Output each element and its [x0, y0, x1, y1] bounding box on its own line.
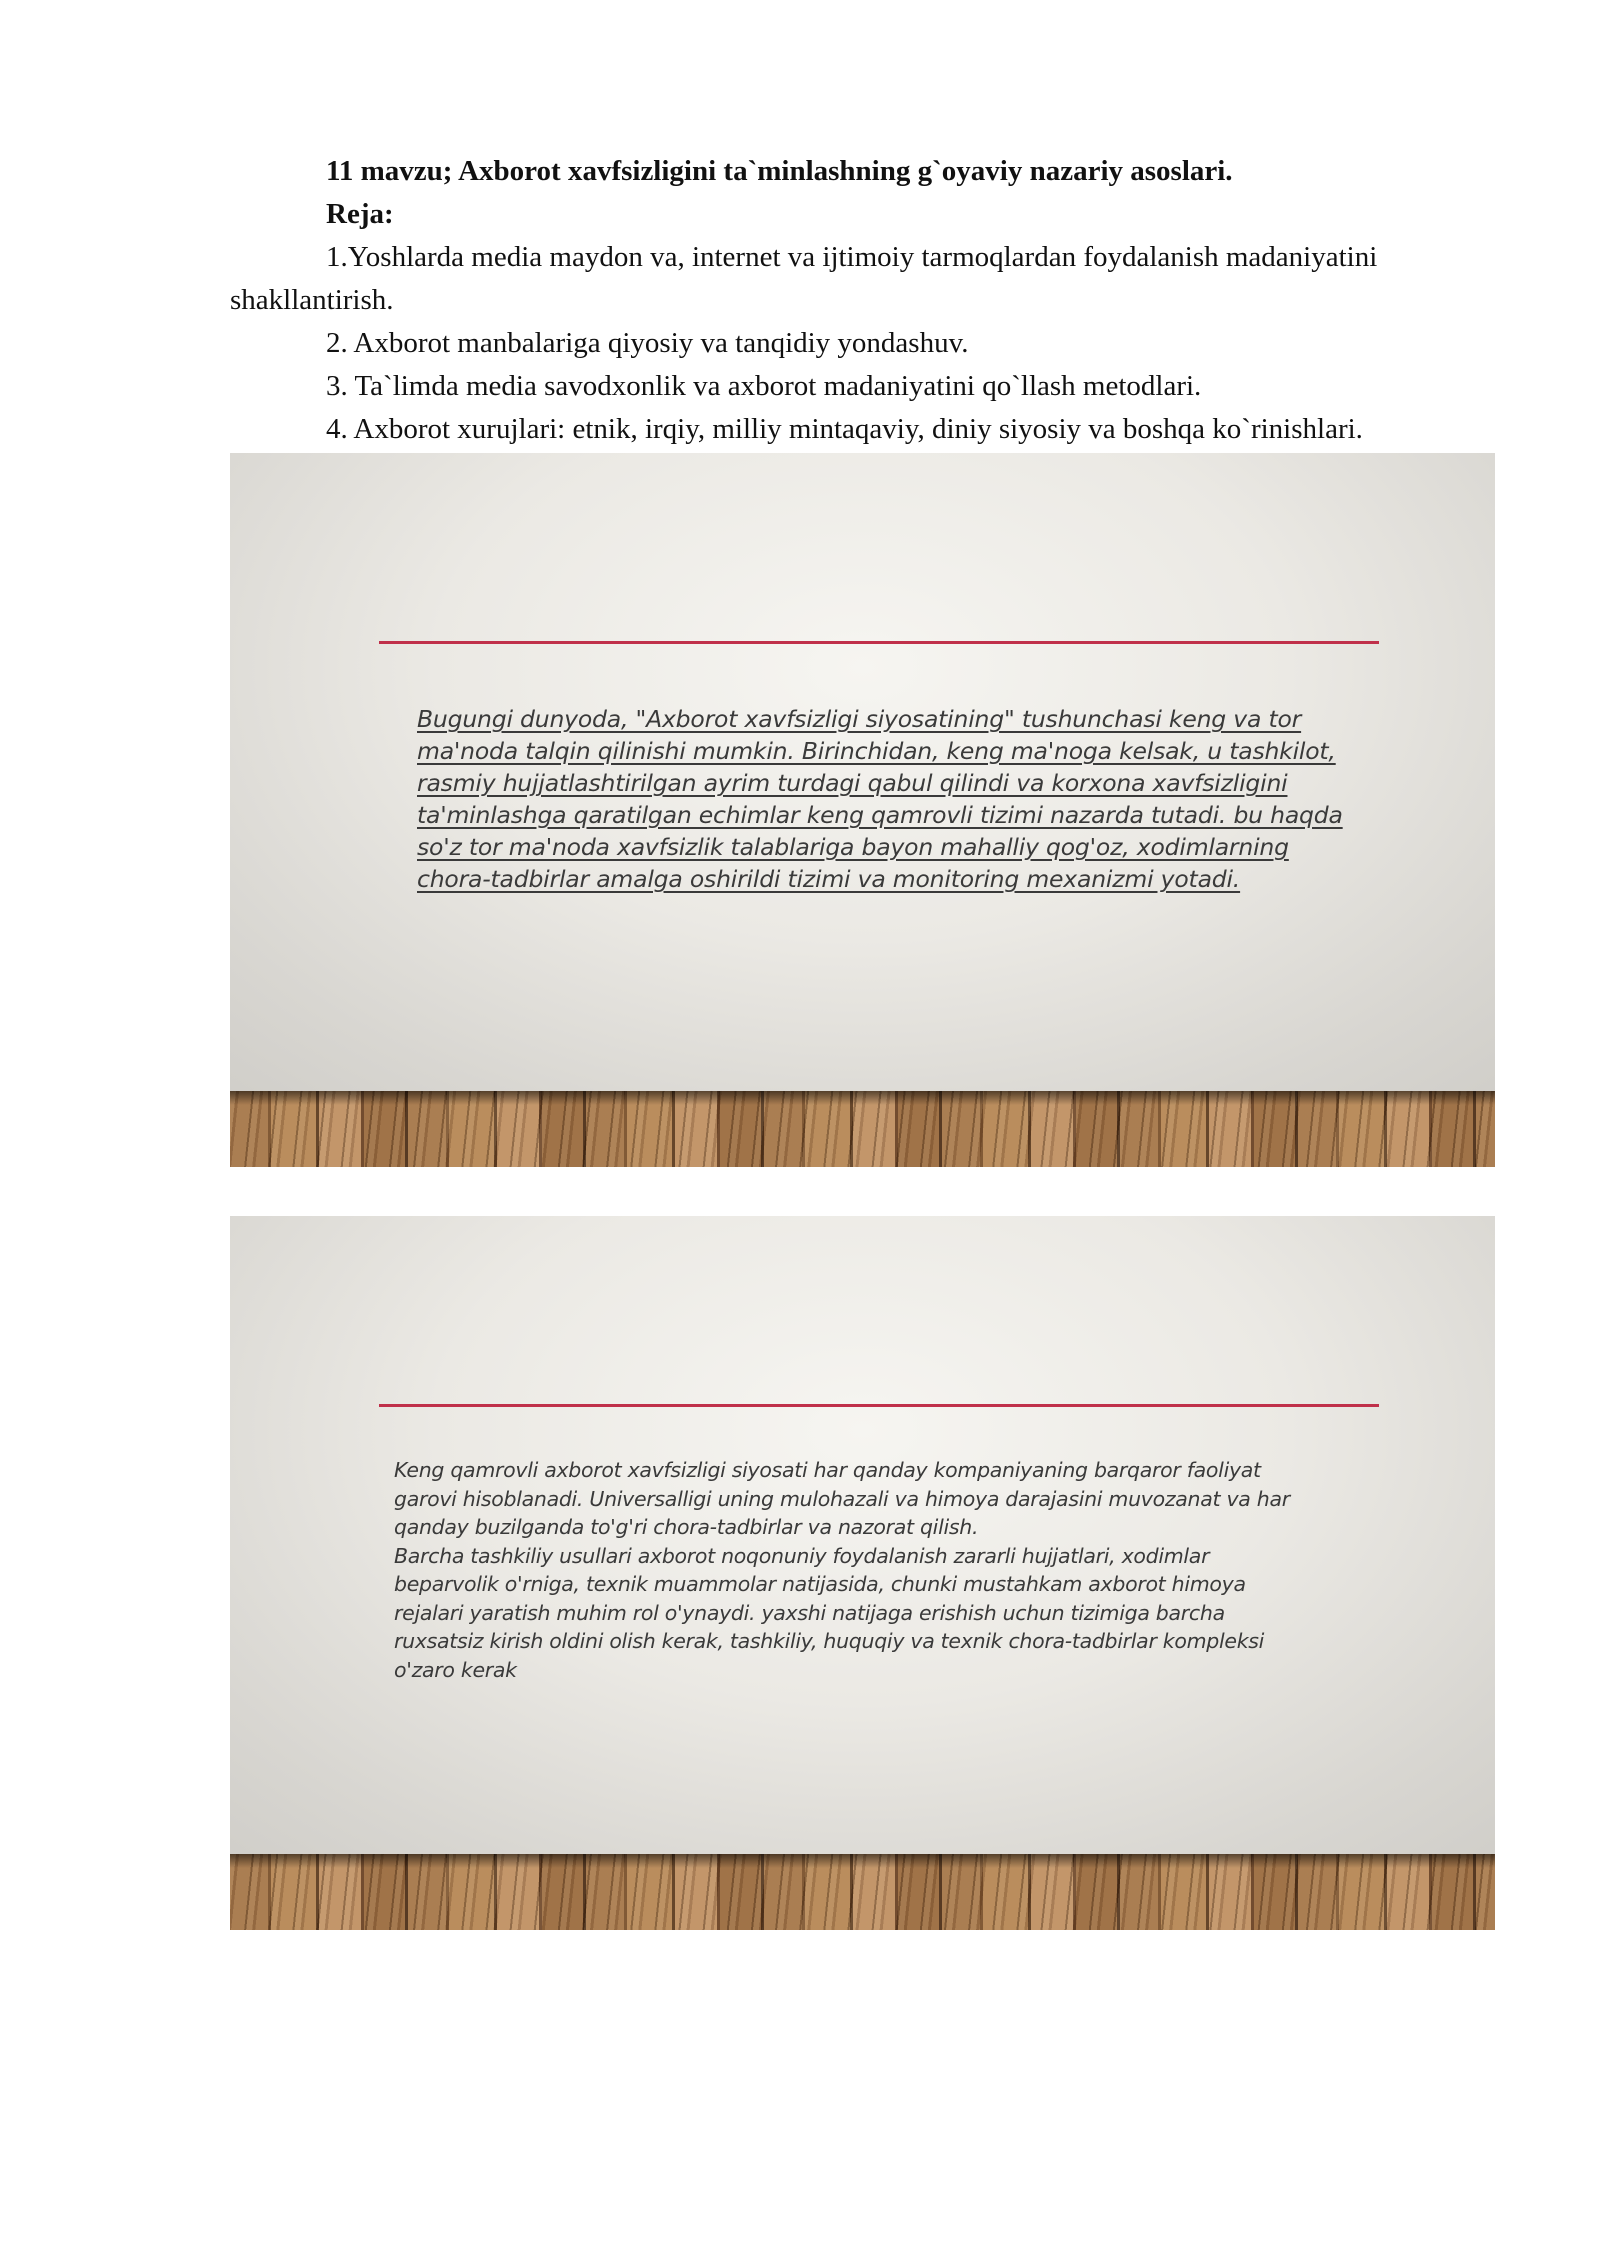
- slide-image-2: [230, 1216, 1495, 1930]
- plan-item: 1.Yoshlarda media maydon va, internet va ijtimoiy tarmoqlardan foydalanish madaniyatini shakllantirish.: [230, 241, 1378, 316]
- slide-image-1: [230, 453, 1495, 1167]
- topic-title: 11 mavzu; Axborot xavfsizligini ta`minlashning g`oyaviy nazariy asoslari.: [326, 155, 1233, 187]
- slide-accent-line: [379, 641, 1379, 644]
- wooden-floor: [230, 1854, 1495, 1930]
- document-text: [230, 150, 1495, 451]
- plan-item: 2. Axborot manbalariga qiyosiy va tanqidiy yondashuv.: [326, 327, 969, 359]
- slide-text: Bugungi dunyoda, "Axborot xavfsizligi siyosatining" tushunchasi keng va tor ma'noda talqin qilinishi mumkin. Birinchidan, keng ma'noga kelsak, u tashkilot, rasmiy hujjatlashtirilgan ayrim turdagi qabul qilindi va korxona xavfsizligini ta'minlashga qaratilgan echimlar keng qamrovli tizimi nazarda tutadi. bu haqda so'z tor ma'noda xavfsizlik talablariga bayon mahalliy qog'oz, xodimlarning chora-tadbirlar amalga oshirildi tizimi va monitoring mexanizmi yotadi.: [417, 705, 1343, 893]
- slide-text: Keng qamrovli axborot xavfsizligi siyosati har qanday kompaniyaning barqaror faoliyat garovi hisoblanadi. Universalligi uning mulohazali va himoya darajasini muvozanat va har qanday buzilganda to'g'ri chora-tadbirlar va nazorat qilish. Barcha tashkiliy usullari axborot noqonuniy foydalanish zararli hujjatlari, xodimlar beparvolik o'rniga, texnik muammolar natijasida, chunki mustahkam axborot himoya rejalari yaratish muhim rol o'ynaydi. yaxshi natijaga erishish uchun tizimiga barcha ruxsatsiz kirish oldini olish kerak, tashkiliy, huquqiy va texnik chora-tadbirlar kompleksi o'zaro kerak: [394, 1458, 1290, 1682]
- slide-accent-line: [379, 1404, 1379, 1407]
- wooden-floor: [230, 1091, 1495, 1167]
- plan-item: 4. Axborot xurujlari: etnik, irqiy, milliy mintaqaviy, diniy siyosiy va boshqa ko`rinishlari.: [326, 413, 1363, 445]
- plan-item: 3. Ta`limda media savodxonlik va axborot madaniyatini qo`llash metodlari.: [326, 370, 1202, 402]
- plan-heading: Reja:: [326, 198, 394, 230]
